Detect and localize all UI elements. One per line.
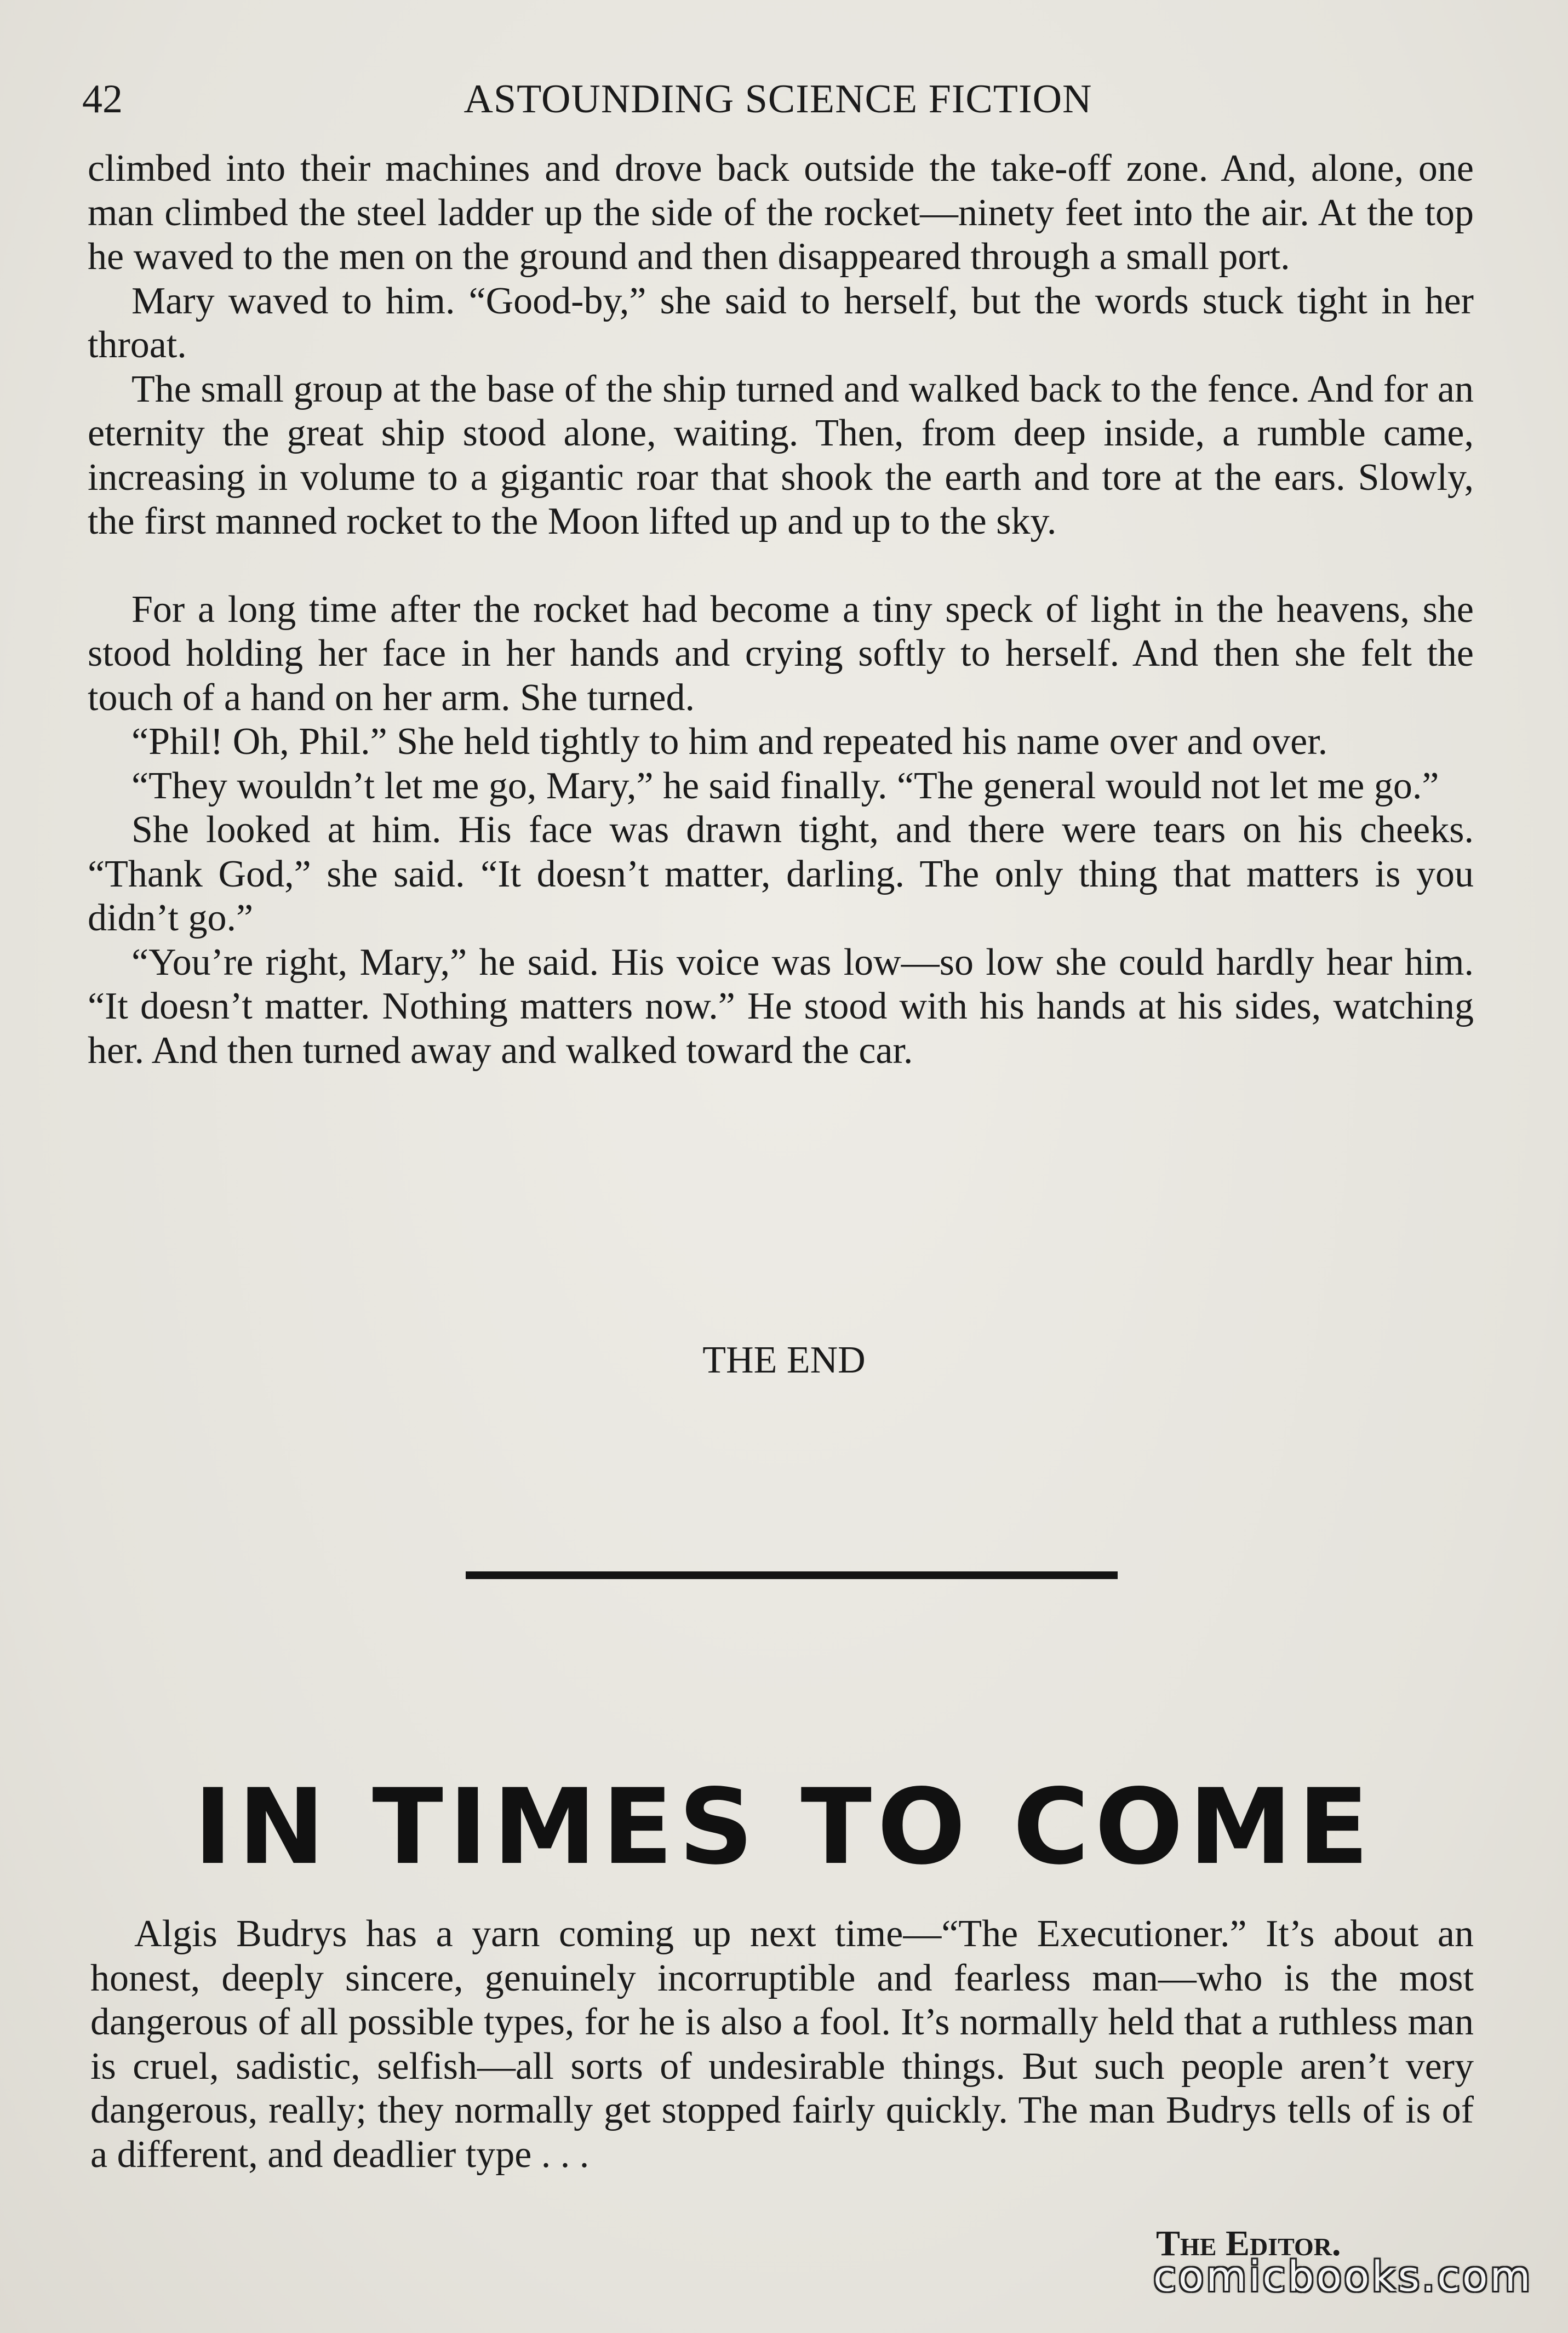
- story-paragraph-4: For a long time after the rocket had become a tiny speck of light in the heavens, she stood holding her face in her hands and crying softly to herself. And then she felt the touch of a hand on her arm. She turned.: [88, 588, 1474, 719]
- running-head: [82, 75, 1474, 124]
- story-paragraph-7: She looked at him. His face was drawn tight, and there were tears on his cheeks. “Thank God,” she said. “It doesn’t matter, darling. The only thing that matters is you didn’t go.”: [88, 809, 1474, 939]
- story-paragraph-3: The small group at the base of the ship turned and walked back to the fence. And for an eternity the great ship stood alone, waiting. Then, from deep inside, a rumble came, increasing in volume to a gigantic roar that shook the earth and tore at the ears. Slowly, the first manned rocket to the Moon lifted up and up to the sky.: [88, 368, 1474, 542]
- page-number: 42: [82, 77, 123, 122]
- story-paragraph-6: “They wouldn’t let me go, Mary,” he said finally. “The general would not let me go.”: [131, 764, 1439, 807]
- editor-signature: The Editor.: [1156, 2223, 1341, 2263]
- story-paragraph-5: “Phil! Oh, Phil.” She held tightly to him and repeated his name over and over.: [131, 721, 1328, 763]
- story-paragraph-8: “You’re right, Mary,” he said. His voice was low—so low she could hardly hear him. “It doesn’t matter. Nothing matters now.” He stood with his hands at his sides, watching her. And then turned away and walked toward the car.: [88, 941, 1474, 1072]
- story-paragraph-2: Mary waved to him. “Good-by,” she said to herself, but the words stuck tight in her throat.: [88, 279, 1474, 366]
- story-end-mark: THE END: [702, 1339, 866, 1381]
- section-divider: [466, 1571, 1118, 1579]
- journal-title: ASTOUNDING SCIENCE FICTION: [463, 77, 1092, 122]
- section-heading: IN TIMES TO COME: [193, 1766, 1375, 1888]
- story-text: [88, 147, 1474, 1073]
- story-paragraph-1: climbed into their machines and drove back outside the take-off zone. And, alone, one man climbed the steel ladder up the side of the rocket—ninety feet into the air. At the top he waved to the men on the ground and then disappeared through a small port.: [88, 147, 1474, 278]
- site-watermark: comicbooks.com: [1153, 2252, 1533, 2301]
- preview-paragraph: Algis Budrys has a yarn coming up next time—“The Executioner.” It’s about an honest, deeply sincere, genuinely incorruptible and fearless man—who is the most dangerous of all possible types, for he is also a fool. It’s normally held that a ruthless man is cruel, sadistic, selfish—all sorts of undesirable things. But such people aren’t very dangerous, really; they normally get stopped fairly quickly. The man Budrys tells of is of a different, and deadlier type . . .: [90, 1913, 1474, 2176]
